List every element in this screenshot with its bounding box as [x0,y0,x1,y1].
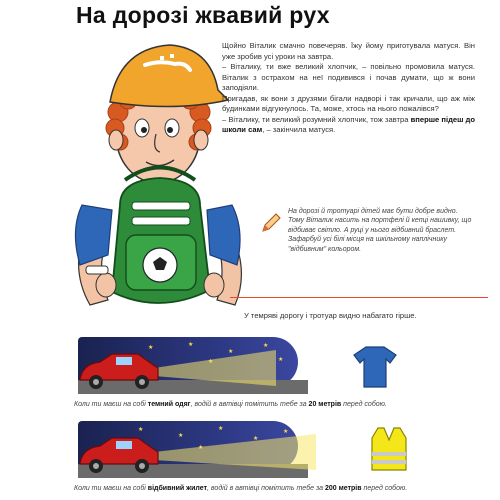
left-sleeve [75,205,112,265]
car-headlights [76,350,276,392]
cap [110,45,228,107]
caption-distance: 20 метрів [308,401,342,408]
story-end: , – закінчила матуся. [262,125,336,134]
scene2-caption [74,485,407,492]
page-title: На дорозі жвавий рух [76,2,330,28]
night-scene: ★ ★ ★ ★ ★ [78,421,298,471]
left-hand [96,273,116,297]
caption-bold: відбивний жилет [147,485,208,492]
caption-text: перед собою. [341,401,387,408]
caption-distance: 200 метрів [324,485,362,492]
story-paragraph: Щойно Віталик смачно повечеряв. Їжу йому приготувала матуся. Він уже зробив усі уроки на завтра. [222,41,475,61]
caption-bold: темний одяг [147,401,191,408]
scene1-caption [74,401,387,408]
night-scene: ★ ★ ★ ★ ★ [78,337,298,387]
story-line: – Віталику, ти великий розумний хлопчик, тож завтра [222,114,409,124]
divider-line [230,297,488,298]
right-sleeve [207,205,240,265]
story-text [222,41,475,136]
caption-text: перед собою. [361,485,408,492]
story-bold: вперше підеш до школи сам [222,114,476,134]
reflective-vest-icon [368,426,410,472]
bracelet [86,266,108,274]
caption-text: , водій в автівці помітить тебе за [207,485,325,492]
story-paragraph [222,115,475,136]
pencil-icon [260,212,282,234]
reflective-strip [132,217,190,225]
story-paragraph: Пригадав, як вони з друзями бігали надворі і так кричали, що аж між будинками відгукнулось. Та, може, хтось на нього пожалівся? [222,93,475,113]
dark-shirt-icon [352,343,398,389]
car-headlights [76,434,316,476]
caption-text: Коли ти маєш на собі [74,401,148,408]
reflective-strip [132,202,190,210]
caption-text: Коли ти маєш на собі [74,485,148,492]
visibility-caption: У темряві дорогу і тротуар видно набагато гірше. [244,311,417,320]
right-hand [204,273,224,297]
instruction-note: На дорозі й тротуарі дітей має бути добре видно. Тому Віталик насить на портфелі й кепці нашивку, що відбиває світло. А руці у нього відбивний браслет. Зафарбуй усі білі місця на шкільному наплічнику "відбивним" кольором. [288,208,472,253]
caption-text: , водій в автівці помітить тебе за [190,401,309,408]
story-paragraph: – Віталику, ти вже великий хлопчик, – повільно промовила матуся. Віталик з острахом на неї подивився і почав думати, що ж вони заподіяли. [222,62,475,92]
